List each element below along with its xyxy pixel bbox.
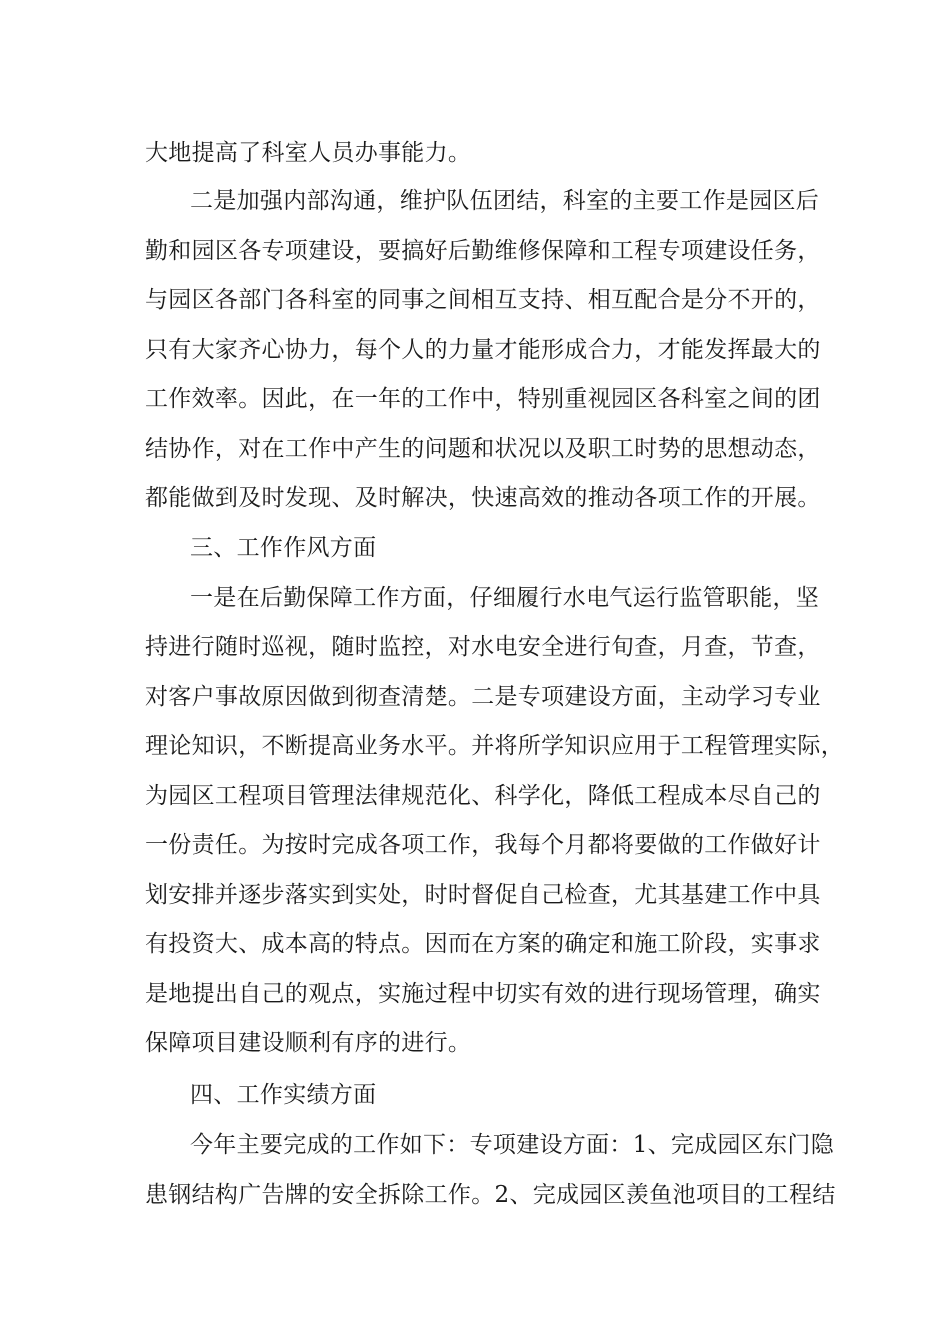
paragraph-line: 二是加强内部沟通，维护队伍团结，科室的主要工作是园区后 — [190, 188, 820, 214]
paragraph-line: 持进行随时巡视，随时监控，对水电安全进行旬查，月查，节查， — [145, 634, 821, 660]
paragraph-line: 一份责任。为按时完成各项工作，我每个月都将要做的工作做好计 — [145, 832, 821, 858]
paragraph-line: 结协作，对在工作中产生的问题和状况以及职工时势的思想动态， — [145, 436, 821, 462]
section-heading: 四、工作实绩方面 — [190, 1082, 377, 1108]
paragraph-line: 对客户事故原因做到彻查清楚。二是专项建设方面，主动学习专业 — [145, 684, 821, 710]
paragraph-line: 都能做到及时发现、及时解决，快速高效的推动各项工作的开展。 — [145, 485, 821, 511]
paragraph-line: 有投资大、成本高的特点。因而在方案的确定和施工阶段，实事求 — [145, 931, 821, 957]
section-heading: 三、工作作风方面 — [190, 535, 377, 561]
paragraph-line: 勤和园区各专项建设，要搞好后勤维修保障和工程专项建设任务， — [145, 238, 821, 264]
paragraph-line: 工作效率。因此，在一年的工作中，特别重视园区各科室之间的团 — [145, 386, 821, 412]
paragraph-line: 大地提高了科室人员办事能力。 — [145, 140, 472, 166]
paragraph-line: 只有大家齐心协力，每个人的力量才能形成合力，才能发挥最大的 — [145, 337, 821, 363]
paragraph-line: 保障项目建设顺利有序的进行。 — [145, 1030, 472, 1056]
paragraph-line: 患钢结构广告牌的安全拆除工作。2、完成园区羡鱼池项目的工程结 — [145, 1182, 836, 1208]
paragraph-line: 今年主要完成的工作如下：专项建设方面：1、完成园区东门隐 — [190, 1132, 835, 1158]
paragraph-line: 理论知识，不断提高业务水平。并将所学知识应用于工程管理实际， — [145, 733, 844, 759]
paragraph-line: 一是在后勤保障工作方面，仔细履行水电气运行监管职能，坚 — [190, 585, 820, 611]
paragraph-line: 与园区各部门各科室的同事之间相互支持、相互配合是分不开的， — [145, 287, 821, 313]
paragraph-line: 是地提出自己的观点，实施过程中切实有效的进行现场管理，确实 — [145, 981, 821, 1007]
paragraph-line: 为园区工程项目管理法律规范化、科学化，降低工程成本尽自己的 — [145, 783, 821, 809]
paragraph-line: 划安排并逐步落实到实处，时时督促自己检查，尤其基建工作中具 — [145, 882, 821, 908]
